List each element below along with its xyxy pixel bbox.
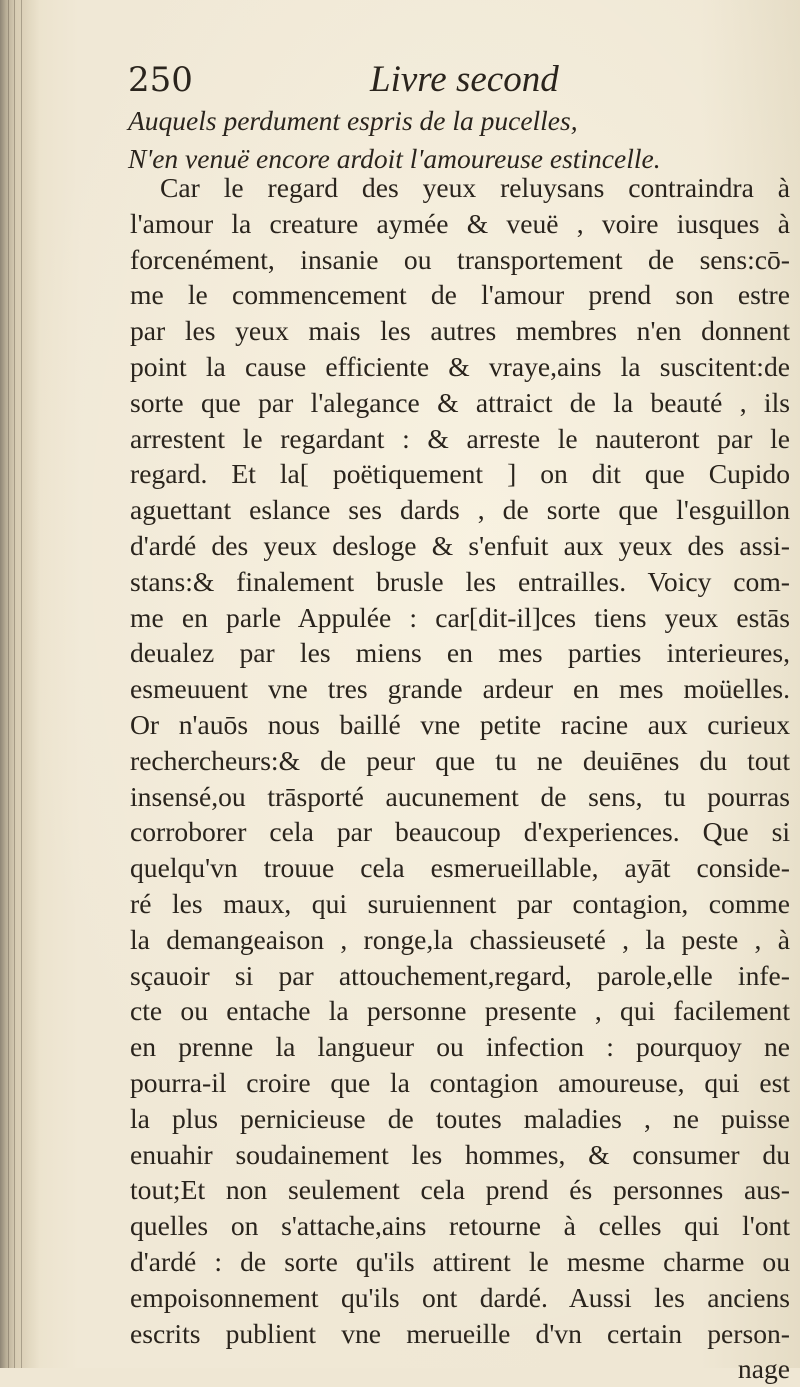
text-line: empoisonnement qu'ils ont dardé. Aussi les anciens bbox=[130, 1281, 790, 1313]
text-line: en prenne la langueur ou infection : pourquoy ne bbox=[130, 1031, 790, 1063]
running-title: Livre second bbox=[370, 59, 559, 100]
text-line: par les yeux mais les autres membres n'en donnent bbox=[130, 315, 790, 347]
text-line: enuahir soudainement les hommes, & consumer du bbox=[130, 1138, 790, 1170]
page-header bbox=[128, 58, 788, 102]
text-line: corroborer cela par beaucoup d'experiences. Que si bbox=[130, 816, 790, 848]
text-line: la plus pernicieuse de toutes maladies , ne puisse bbox=[130, 1102, 790, 1134]
text-line: pourra-il croire que la contagion amoureuse, qui est bbox=[130, 1066, 790, 1098]
text-line: la demangeaison , ronge,la chassieuseté , la peste , à bbox=[130, 923, 790, 955]
text-line: quelqu'vn trouue cela esmerueillable, ayāt conside- bbox=[130, 852, 790, 884]
text-line: forcenément, insanie ou transportement de sens:cō- bbox=[130, 243, 790, 275]
text-line: me le commencement de l'amour prend son estre bbox=[130, 279, 790, 311]
text-line: Car le regard des yeux reluysans contraindra à bbox=[160, 172, 790, 203]
text-line: l'amour la creature aymée & veuë , voire iusques à bbox=[130, 207, 790, 239]
verse-line: N'en venuë encore ardoit l'amoureuse estincelle. bbox=[128, 143, 661, 174]
gutter-line bbox=[21, 0, 22, 1368]
body-text bbox=[130, 170, 790, 1387]
text-line: cte ou entache la personne presente , qui facilement bbox=[130, 995, 790, 1027]
page-number: 250 bbox=[128, 60, 193, 100]
text-line: nage bbox=[737, 1353, 790, 1385]
page-gutter-shadow bbox=[0, 0, 40, 1368]
text-line: tout;Et non seulement cela prend és personnes aus- bbox=[130, 1174, 790, 1206]
text-line: d'ardé des yeux desloge & s'enfuit aux yeux des assi- bbox=[130, 529, 790, 561]
text-line: Or n'auōs nous baillé vne petite racine aux curieux bbox=[130, 708, 790, 740]
text-line: escrits publient vne merueille d'vn certain person- bbox=[130, 1317, 790, 1349]
text-line: insensé,ou trāsporté aucunement de sens, tu pourras bbox=[130, 780, 790, 812]
text-line: esmeuuent vne tres grande ardeur en mes moüelles. bbox=[130, 673, 790, 705]
text-line: stans:& finalement brusle les entrailles. Voicy com- bbox=[130, 565, 790, 597]
text-line: aguettant eslance ses dards , de sorte que l'esguillon bbox=[130, 494, 790, 526]
text-line: regard. Et la[ poëtiquement ] on dit que Cupido bbox=[130, 458, 790, 490]
text-line: sçauoir si par attouchement,regard, parole,elle infe- bbox=[130, 959, 790, 991]
text-line: ré les maux, qui suruiennent par contagion, comme bbox=[130, 887, 790, 919]
text-line: sorte que par l'alegance & attraict de la beauté , ils bbox=[130, 386, 790, 418]
text-line: rechercheurs:& de peur que tu ne deuiēnes du tout bbox=[130, 744, 790, 776]
text-line: me en parle Appulée : car[dit-il]ces tiens yeux estās bbox=[130, 601, 790, 633]
text-line: arrestent le regardant : & arreste le nauteront par le bbox=[130, 422, 790, 454]
text-line: d'ardé : de sorte qu'ils attirent le mesme charme ou bbox=[130, 1245, 790, 1277]
gutter-line bbox=[8, 0, 9, 1368]
text-line: quelles on s'attache,ains retourne à celles qui l'ont bbox=[130, 1210, 790, 1242]
gutter-line bbox=[14, 0, 15, 1368]
text-line: point la cause efficiente & vraye,ains la suscitent:de bbox=[130, 350, 790, 382]
text-line: deualez par les miens en mes parties interieures, bbox=[130, 637, 790, 669]
verse-line: Auquels perdument espris de la pucelles, bbox=[128, 105, 578, 136]
